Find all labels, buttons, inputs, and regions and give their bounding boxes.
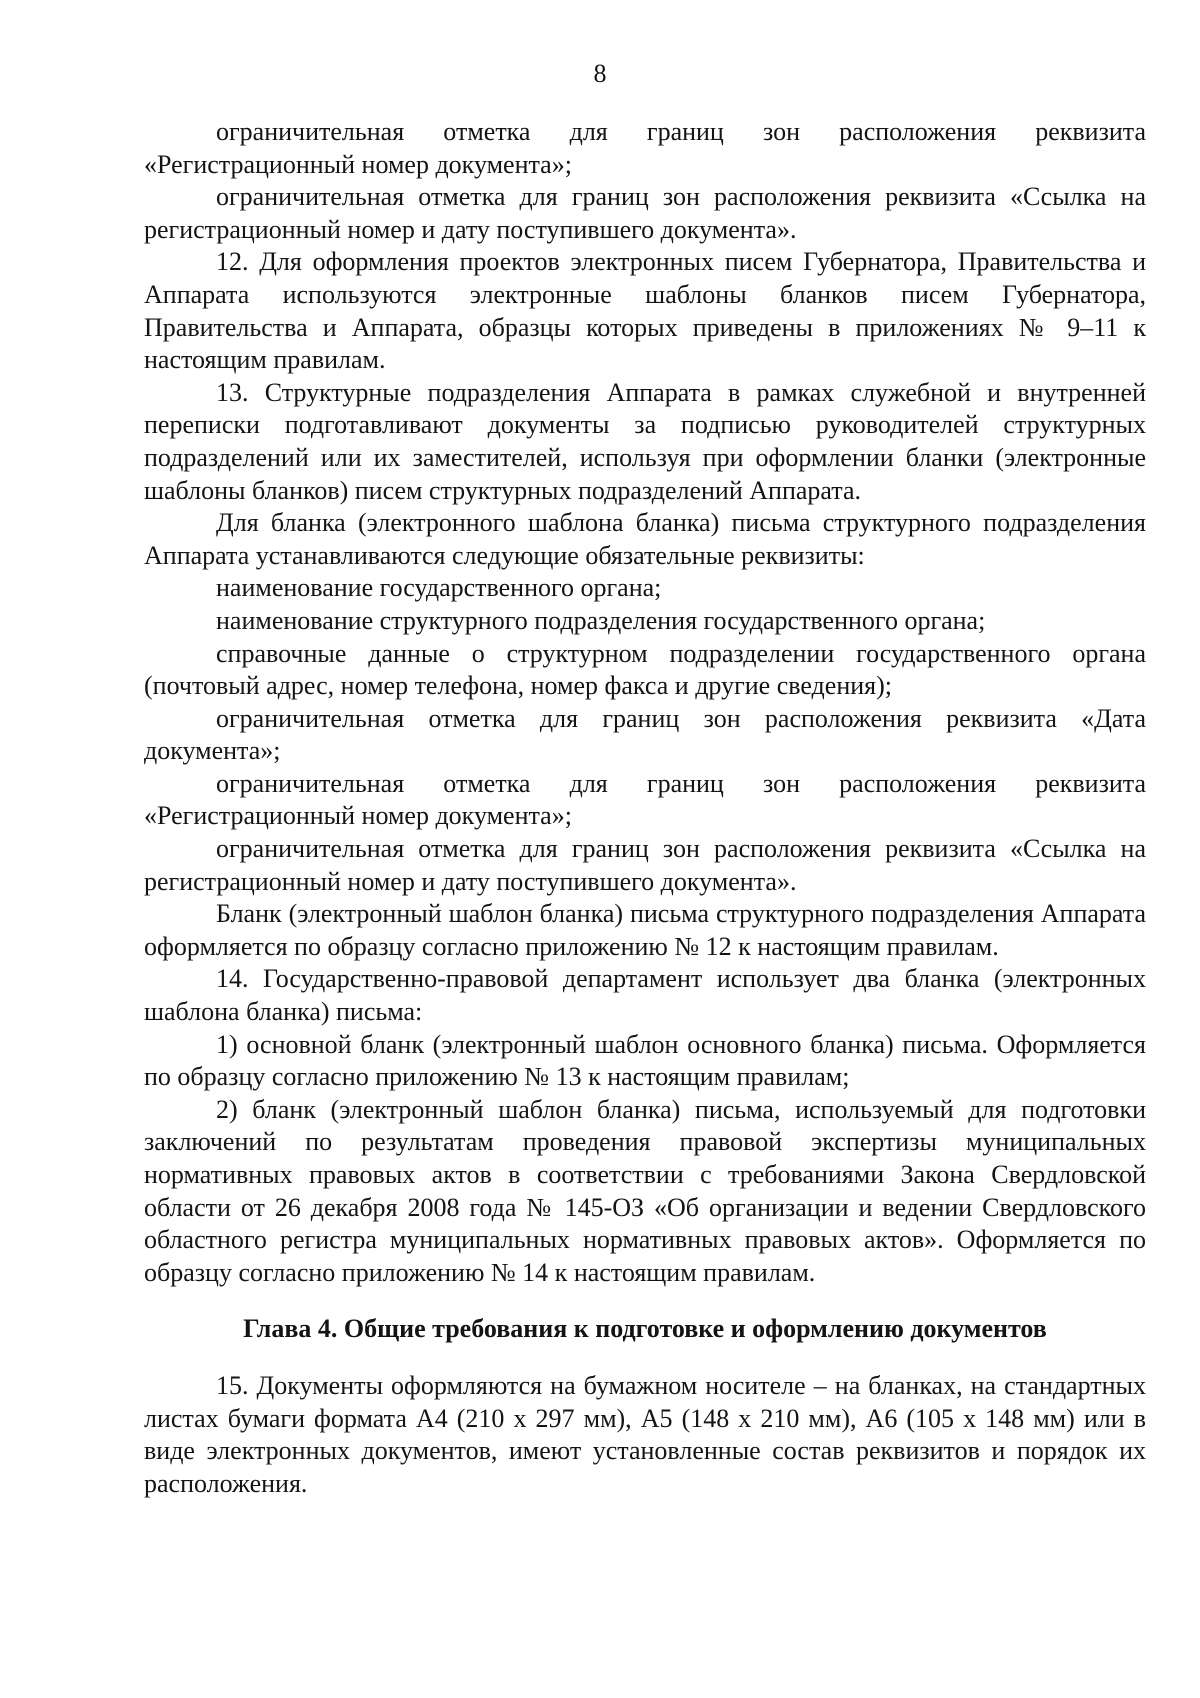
paragraph: справочные данные о структурном подразделении государственного органа (почтовый адрес, номер телефона, номер факса и другие сведения); xyxy=(144,638,1146,701)
chapter-heading: Глава 4. Общие требования к подготовке и оформлению документов xyxy=(243,1314,1047,1344)
paragraph: ограничительная отметка для границ зон расположения реквизита «Ссылка на регистрационный номер и дату поступившего документа». xyxy=(144,834,1146,896)
paragraph-item-14: 14. Государственно-правовой департамент использует два бланка (электронных шаблона бланка) письма: xyxy=(144,964,1146,1027)
paragraph-subitem-2: 2) бланк (электронный шаблон бланка) письма, используемый для подготовки заключений по результатам проведения правовой экспертизы муниципальных нормативных правовых актов в соответствии с требованиями Закона Свердловской области от 26 декабря 2008 года № 145-ОЗ «Об организации и ведении Свердловского областного регистра муниципальных нормативных правовых актов». Оформляется по образцу согласно приложению № 14 к настоящим правилам. xyxy=(144,1094,1146,1287)
paragraph-subitem-1: 1) основной бланк (электронный шаблон основного бланка) письма. Оформляется по образцу согласно приложению № 13 к настоящим правилам; xyxy=(144,1029,1146,1092)
paragraph-item-13: 13. Структурные подразделения Аппарата в рамках служебной и внутренней переписки подготавливают документы за подписью руководителей структурных подразделений или их заместителей, используя при оформлении бланки (электронные шаблоны бланков) писем структурных подразделений Аппарата. xyxy=(144,377,1146,505)
page-number: 8 xyxy=(593,59,607,88)
paragraph: наименование государственного органа; xyxy=(216,573,662,603)
document-body xyxy=(144,116,1146,1500)
paragraph: ограничительная отметка для границ зон расположения реквизита «Ссылка на регистрационный номер и дату поступившего документа». xyxy=(144,182,1146,244)
paragraph-item-12: 12. Для оформления проектов электронных писем Губернатора, Правительства и Аппарата используются электронные шаблоны бланков писем Губернатора, Правительства и Аппарата, образцы которых приведены в приложениях № 9–11 к настоящим правилам. xyxy=(144,247,1146,375)
paragraph-item-15: 15. Документы оформляются на бумажном носителе – на бланках, на стандартных листах бумаги формата А4 (210 x 297 мм), А5 (148 x 210 мм), А6 (105 x 148 мм) или в виде электронных документов, имеют установленные состав реквизитов и порядок их расположения. xyxy=(144,1370,1146,1498)
paragraph: Для бланка (электронного шаблона бланка) письма структурного подразделения Аппарата устанавливаются следующие обязательные реквизиты: xyxy=(144,508,1146,570)
paragraph: ограничительная отметка для границ зон расположения реквизита «Регистрационный номер документа»; xyxy=(144,117,1146,179)
paragraph: наименование структурного подразделения государственного органа; xyxy=(216,605,986,635)
paragraph: Бланк (электронный шаблон бланка) письма структурного подразделения Аппарата оформляется по образцу согласно приложению № 12 к настоящим правилам. xyxy=(144,899,1146,961)
paragraph: ограничительная отметка для границ зон расположения реквизита «Дата документа»; xyxy=(144,703,1146,766)
paragraph: ограничительная отметка для границ зон расположения реквизита «Регистрационный номер документа»; xyxy=(144,768,1146,831)
